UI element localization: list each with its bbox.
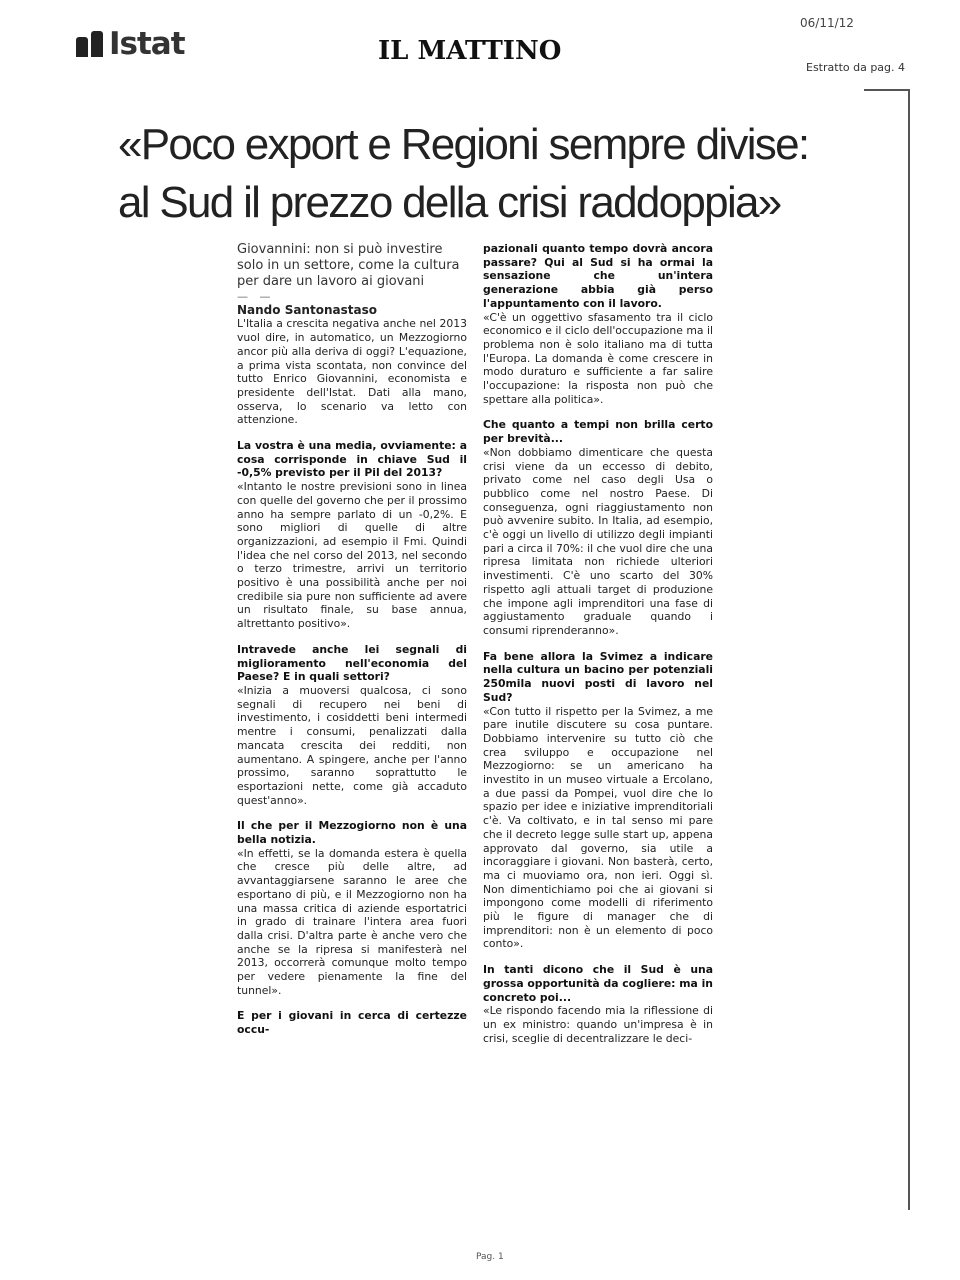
article-paragraph: «Con tutto il rispetto per la Svimez, a me pare inutile discutere su cosa puntare. Dobbiamo intervenire su tutto ciò che crea sviluppo e occupazione nel Mezzogiorno: se un americano ha investito in un museo virtuale a Ercolano, a due passi da Pompei, vuol dire che lo spazio per idee e iniziative imprenditoriali c'è. Va coltivato, e in tal senso mi pare che il decreto legge sulle start up, appena approvato dal governo, sia utile a incoraggiare i giovani. Non basterà, certo, ma ci muoviamo ora, non ieri. Oggi sì. Non dimentichiamo poi che ai giovani si impongono come modelli di riferimento più le figure di manager che di imprenditori: non è un elemento di poco conto». <box>483 704 713 951</box>
article-headline <box>118 116 908 232</box>
column-1-body <box>237 317 467 1036</box>
article-column-1 <box>237 242 467 1037</box>
article-column-2 <box>483 242 713 1045</box>
headline-line: «Poco export e Regioni sempre divise: <box>118 120 809 169</box>
subtitle-separator: — — <box>237 290 275 303</box>
column-2-body <box>483 242 713 1045</box>
article-paragraph: «In effetti, se la domanda estera è quella che cresce più delle altre, ad avvantaggiarsene saranno le aree che esportano di più, e il Mezzogiorno non ha una massa critica di aziende esportatrici in grado di trainare l'intera area fuori dalla crisi. D'altra parte è anche vero che anche se la ripresa si manifesterà nel 2013, occorrerà comunque molto tempo per vedere pienamente la fine del tunnel». <box>237 846 467 997</box>
frame-rule-top <box>864 89 910 91</box>
article-paragraph: «Non dobbiamo dimenticare che questa crisi viene da un eccesso di debito, privato come nel caso degli Usa o pubblico come nel nostro Paese. Di conseguenza, ogni riaggiustamento non può avvenire subito. In Italia, ad esempio, c'è oggi un livello di utilizzo degli impianti pari a circa il 70%: il che vuol dire che una ripresa limitata non richiede ulteriori investimenti. C'è uno scarto del 30% rispetto agli attuali target di produzione che impone agli imprenditori una fase di aggiustamento graduale quando i consumi riprenderanno». <box>483 445 713 637</box>
interview-question: Che quanto a tempi non brilla certo per brevità... <box>483 418 713 446</box>
istat-wordmark: Istat <box>109 26 185 62</box>
article-author: Nando Santonastaso <box>237 302 377 317</box>
page-reference: Estratto da pag. 4 <box>806 61 906 74</box>
interview-question: pazionali quanto tempo dovrà ancora passare? Qui al Sud si ha ormai la sensazione che un'intera generazione abbia già perso l'appuntamento con il lavoro. <box>483 242 713 310</box>
page-folio: Pag. 1 <box>476 1252 504 1262</box>
newspaper-masthead: IL MATTINO <box>378 36 562 66</box>
interview-question: E per i giovani in cerca di certezze occu- <box>237 1009 467 1037</box>
article-paragraph: «Intanto le nostre previsioni sono in linea con quelle del governo che per il prossimo anno ha sempre parlato di un -0,2%. E sono migliori di quelle di altre organizzazioni, ad esempio il Fmi. Quindi l'idea che nel corso del 2013, nel secondo o terzo trimestre, arrivi un territorio positivo è una possibilità anche per noi credibile sia pure non sufficiente ad avere un risultato finale, su base annua, altrettanto positivo». <box>237 480 467 631</box>
article-paragraph: «Le rispondo facendo mia la riflessione di un ex ministro: quando un'impresa è in crisi, sceglie di decentralizzare le deci- <box>483 1004 713 1045</box>
article-paragraph: «Inizia a muoversi qualcosa, ci sono segnali di recupero nei beni di investimento, i cosiddetti beni intermedi mentre i consumi, penalizzati dalla mancata crescita dei redditi, non aumentano. A spingere, anche per l'anno prossimo, saranno soprattutto le esportazioni nette, come già accaduto quest'anno». <box>237 683 467 807</box>
article-subtitle: Giovannini: non si può investire solo in un settore, come la cultura per dare un lavoro ai giovani <box>237 242 460 289</box>
istat-logo-icon <box>76 31 103 57</box>
frame-rule-right <box>908 89 910 1210</box>
interview-question: Intravede anche lei segnali di miglioramento nell'economia del Paese? E in quali settori? <box>237 642 467 684</box>
interview-question: La vostra è una media, ovviamente: a cosa corrisponde in chiave Sud il -0,5% previsto per il Pil del 2013? <box>237 439 467 480</box>
article-paragraph: «C'è un oggettivo sfasamento tra il ciclo economico e il ciclo dell'occupazione ma il problema non è solo italiano ma di tutta l'Europa. La domanda è come crescere in modo duraturo e sufficiente a far salire l'occupazione: la risposta non può che spettare alla politica». <box>483 310 713 406</box>
article-paragraph: L'Italia a crescita negativa anche nel 2013 vuol dire, in automatico, un Mezzogiorno ancor più alla deriva di oggi? L'equazione, a prima vista scontata, non convince del tutto Enrico Giovannini, economista e presidente dell'Istat. Dati alla mano, osserva, lo scenario va letto con attenzione. <box>237 317 467 427</box>
clipping-date: 06/11/12 <box>800 16 854 30</box>
headline-line: al Sud il prezzo della crisi raddoppia» <box>118 178 781 227</box>
interview-question: Fa bene allora la Svimez a indicare nella cultura un bacino per potenziali 250mila nuovi posti di lavoro nel Sud? <box>483 649 713 704</box>
interview-question: In tanti dicono che il Sud è una grossa opportunità da cogliere: ma in concreto poi... <box>483 963 713 1004</box>
istat-logo <box>76 26 185 62</box>
interview-question: Il che per il Mezzogiorno non è una bella notizia. <box>237 819 467 847</box>
